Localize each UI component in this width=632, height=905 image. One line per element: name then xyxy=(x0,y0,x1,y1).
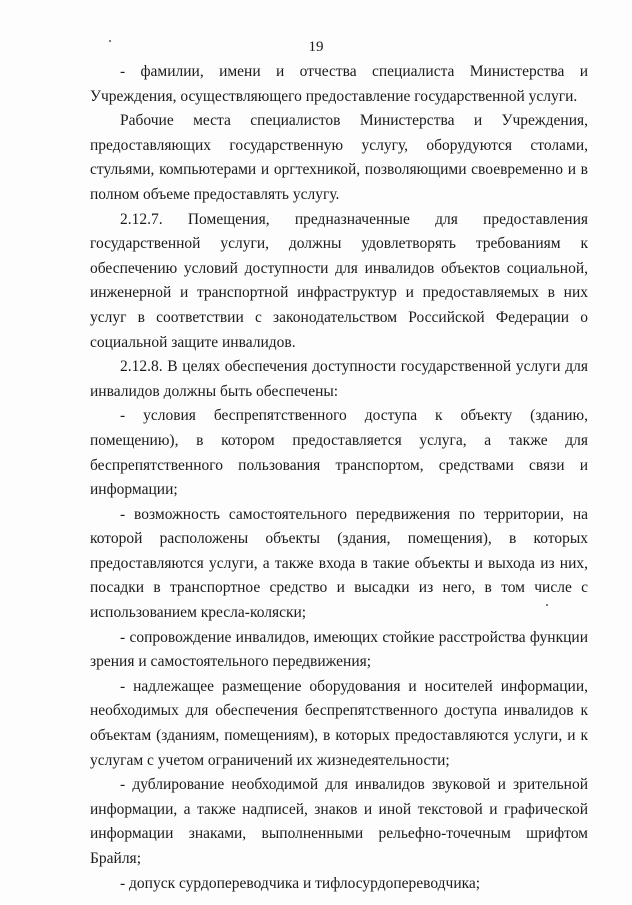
document-body xyxy=(90,60,588,896)
paragraph: - допуск сурдопереводчика и тифлосурдопереводчика; xyxy=(120,874,481,892)
paragraph: - дублирование необходимой для инвалидов звуковой и зрительной информации, а также надписей, знаков и иной текстовой и графической информации знаками, выполненными рельефно-точечным шрифтом Брайля; xyxy=(90,776,588,867)
page-number: 19 xyxy=(308,39,324,55)
paragraph: 2.12.8. В целях обеспечения доступности государственной услуги для инвалидов должны быть обеспечены: xyxy=(90,358,588,400)
scan-speck xyxy=(109,40,111,42)
paragraph: 2.12.7. Помещения, предназначенные для предоставления государственной услуги, должны удовлетворять требованиям к обеспечению условий доступности для инвалидов объектов социальной, инженерной и транспортной инфраструктур и предоставляемых в них услуг в соответствии с законодательством Российской Федерации о социальной защите инвалидов. xyxy=(90,210,588,351)
scan-speck xyxy=(546,604,548,606)
paragraph: - условия беспрепятственного доступа к объекту (зданию, помещению), в котором предоставляется услуга, а также для беспрепятственного пользования транспортом, средствами связи и информации; xyxy=(90,407,588,499)
paragraph: - возможность самостоятельного передвижения по территории, на которой расположены объекты (здания, помещения), в которых предоставляются услуги, а также входа в такие объекты и выхода из них, посадки в транспортное средство и высадки из него, в том числе с использованием кресла-коляски; xyxy=(90,505,588,622)
paragraph: Рабочие места специалистов Министерства и Учреждения, предоставляющих государственную услугу, оборудуются столами, стульями, компьютерами и оргтехникой, позволяющими своевременно и в полном объеме предоставлять услугу. xyxy=(90,112,588,203)
paragraph: - фамилии, имени и отчества специалиста Министерства и Учреждения, осуществляющего предоставление государственной услуги. xyxy=(90,63,588,105)
paragraph: - надлежащее размещение оборудования и носителей информации, необходимых для обеспечения беспрепятственного доступа инвалидов к объектам (зданиям, помещениям), в которых предоставляются услуги, и к услугам с учетом ограничений их жизнедеятельности; xyxy=(90,677,588,769)
paragraph: - сопровождение инвалидов, имеющих стойкие расстройства функции зрения и самостоятельного передвижения; xyxy=(90,628,588,671)
